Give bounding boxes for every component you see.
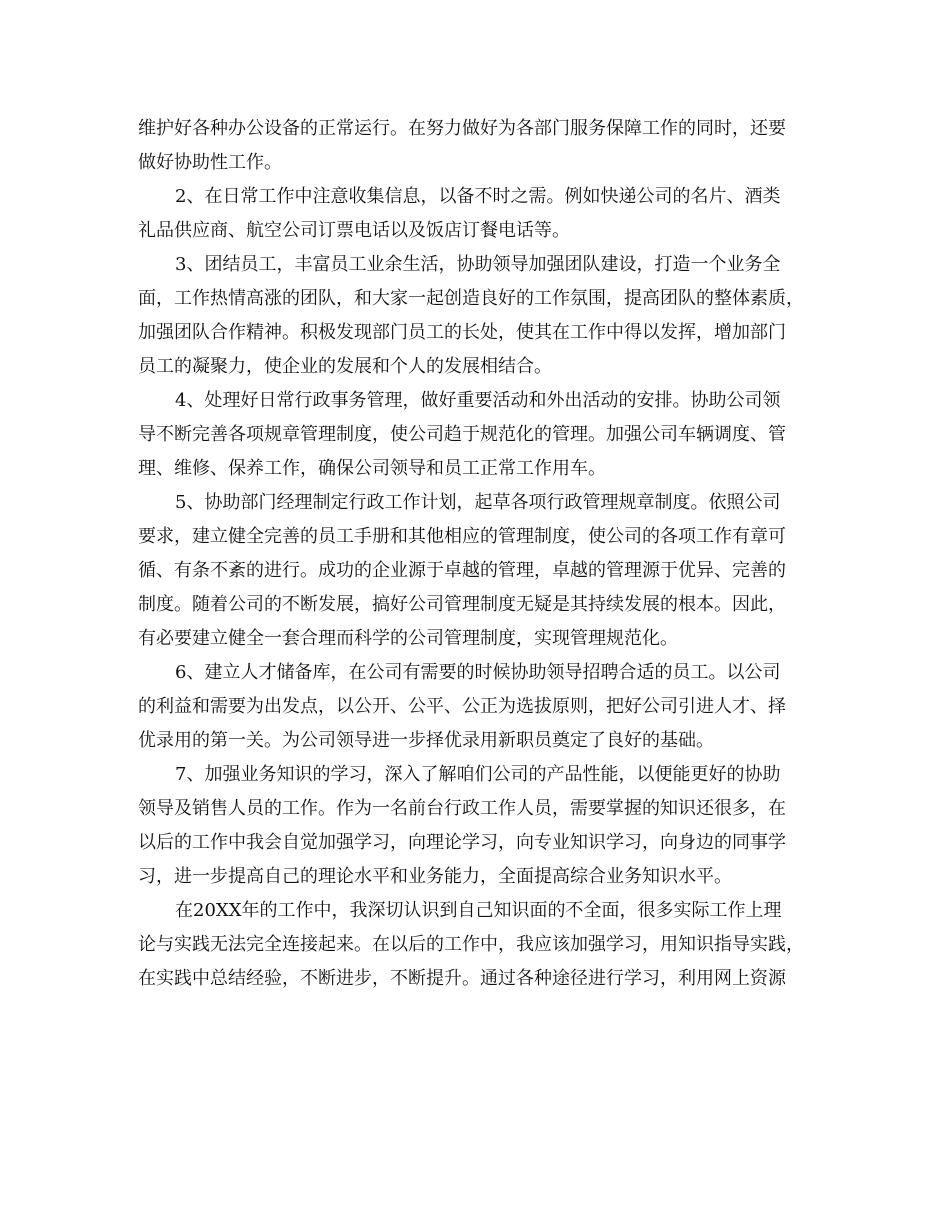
text-line: 2、在日常工作中注意收集信息，以备不时之需。例如快递公司的名片、酒类 — [175, 186, 781, 207]
text-line: 导不断完善各项规章管理制度，使公司趋于规范化的管理。加强公司车辆调度、管 — [138, 424, 786, 445]
text-line: 习，进一步提高自己的理论水平和业务能力，全面提高综合业务知识水平。 — [138, 866, 732, 887]
text-line: 理、维修、保养工作，确保公司领导和员工正常工作用车。 — [138, 458, 606, 479]
text-line: 6、建立人才储备库，在公司有需要的时候协助领导招聘合适的员工。以公司 — [175, 662, 781, 683]
text-line: 循、有条不紊的进行。成功的企业源于卓越的管理，卓越的管理源于优异、完善的 — [138, 560, 786, 581]
text-line: 3、团结员工，丰富员工业余生活，协助领导加强团队建设，打造一个业务全 — [175, 254, 781, 275]
text-line: 领导及销售人员的工作。作为一名前台行政工作人员，需要掌握的知识还很多，在 — [138, 798, 786, 819]
text-line: 要求，建立健全完善的员工手册和其他相应的管理制度，使公司的各项工作有章可 — [138, 526, 786, 547]
text-line: 优录用的第一关。为公司领导进一步择优录用新职员奠定了良好的基础。 — [138, 730, 714, 751]
paragraph-item-6 — [138, 656, 818, 758]
paragraph-item-2 — [138, 180, 818, 248]
text-line: 在实践中总结经验，不断进步，不断提升。通过各种途径进行学习，利用网上资源 — [138, 968, 786, 989]
text-line: 7、加强业务知识的学习，深入了解咱们公司的产品性能，以便能更好的协助 — [175, 764, 781, 785]
text-line: 维护好各种办公设备的正常运行。在努力做好为各部门服务保障工作的同时，还要 — [138, 118, 786, 139]
paragraph-item-7 — [138, 758, 818, 894]
text-line: 员工的凝聚力，使企业的发展和个人的发展相结合。 — [138, 356, 552, 377]
paragraph-item-5 — [138, 486, 818, 656]
text-line: 面，工作热情高涨的团队，和大家一起创造良好的工作氛围，提高团队的整体素质， — [138, 288, 804, 309]
text-line: 加强团队合作精神。积极发现部门员工的长处，使其在工作中得以发挥，增加部门 — [138, 322, 786, 343]
paragraph-continuation — [138, 112, 818, 180]
text-line: 5、协助部门经理制定行政工作计划，起草各项行政管理规章制度。依照公司 — [175, 492, 781, 513]
text-line: 做好协助性工作。 — [138, 152, 282, 173]
text-line: 4、处理好日常行政事务管理，做好重要活动和外出活动的安排。协助公司领 — [175, 390, 781, 411]
paragraph-item-3 — [138, 248, 818, 384]
paragraph-item-4 — [138, 384, 818, 486]
paragraph-summary — [138, 894, 818, 996]
text-line: 的利益和需要为出发点，以公开、公平、公正为选拔原则，把好公司引进人才、择 — [138, 696, 786, 717]
document-body — [138, 112, 818, 996]
text-line: 以后的工作中我会自觉加强学习，向理论学习，向专业知识学习，向身边的同事学 — [138, 832, 786, 853]
text-line: 论与实践无法完全连接起来。在以后的工作中，我应该加强学习，用知识指导实践， — [138, 934, 804, 955]
text-line: 在20XX年的工作中，我深切认识到自己知识面的不全面，很多实际工作上理 — [175, 900, 782, 921]
text-line: 有必要建立健全一套合理而科学的公司管理制度，实现管理规范化。 — [138, 628, 678, 649]
text-line: 制度。随着公司的不断发展，搞好公司管理制度无疑是其持续发展的根本。因此， — [138, 594, 786, 615]
text-line: 礼品供应商、航空公司订票电话以及饭店订餐电话等。 — [138, 220, 570, 241]
